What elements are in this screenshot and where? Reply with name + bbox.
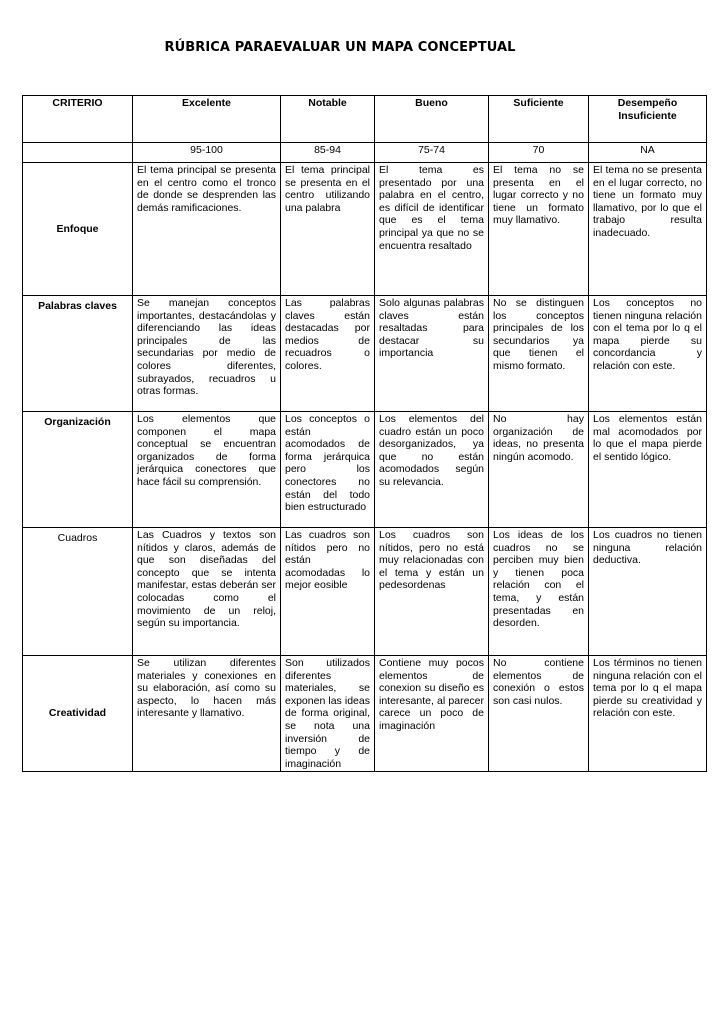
rubric-cell: Las cuadros son nítidos pero no están acomodadas lo mejor eosible xyxy=(281,528,375,656)
criterion-label: Creatividad xyxy=(23,656,133,772)
rubric-cell: Se utilizan diferentes materiales y conexiones en su elaboración, así como su aspecto, lo hacen más interesante y llamativo. xyxy=(133,656,281,772)
rubric-cell: Las Cuadros y textos son nítidos y claros, además de que son diseñadas del concepto que se intenta manifestar, estas deberán ser colocadas como el movimiento de un reloj, según su importancia. xyxy=(133,528,281,656)
rubric-cell: Los cuadros no tienen ninguna relación deductiva. xyxy=(589,528,707,656)
rubric-cell: Los conceptos o están acomodados de forma jerárquica pero los conectores no están del todo bien estructurado xyxy=(281,412,375,528)
score-row xyxy=(23,143,707,163)
rubric-cell: Se manejan conceptos importantes, destacándolas y diferenciando las ideas principales de las secundarias por medio de colores diferentes, subrayados, recuadros u otras formas. xyxy=(133,296,281,412)
table-row xyxy=(23,296,707,412)
header-criterio: CRITERIO xyxy=(23,96,133,143)
rubric-cell: Son utilizados diferentes materiales, se exponen las ideas de forma original, se nota una inversión de tiempo y de imaginación xyxy=(281,656,375,772)
table-row xyxy=(23,528,707,656)
rubric-cell: Los conceptos no tienen ninguna relación con el tema por lo q el mapa pierde su concordancia y relación con este. xyxy=(589,296,707,412)
rubric-cell: El tema no se presenta en el lugar correcto y no tiene un formato muy llamativo. xyxy=(489,163,589,296)
score-bueno: 75-74 xyxy=(375,143,489,163)
rubric-cell: No hay organización de ideas, no presenta ningún acomodo. xyxy=(489,412,589,528)
rubric-cell: El tema es presentado por una palabra en el centro, es difícil de identificar que es el tema principal ya que no se encuentra resaltado xyxy=(375,163,489,296)
rubric-cell: Contiene muy pocos elementos de conexion su diseño es interesante, al parecer carece un poco de imaginación xyxy=(375,656,489,772)
table-row xyxy=(23,656,707,772)
table-row xyxy=(23,163,707,296)
table-row xyxy=(23,412,707,528)
criterion-label: Enfoque xyxy=(23,163,133,296)
criterion-label: Cuadros xyxy=(23,528,133,656)
rubric-table xyxy=(22,95,707,772)
rubric-cell: Los elementos del cuadro están un poco desorganizados, ya que no están acomodados según su relevancia. xyxy=(375,412,489,528)
rubric-cell: Los elementos están mal acomodados por lo que el mapa pierde el sentido lógico. xyxy=(589,412,707,528)
header-level-bueno: Bueno xyxy=(375,96,489,143)
page-title: RÚBRICA PARAEVALUAR UN MAPA CONCEPTUAL xyxy=(164,40,516,55)
criterion-label: Organización xyxy=(23,412,133,528)
header-level-insuficiente: Desempeño Insuficiente xyxy=(589,96,707,143)
score-suficiente: 70 xyxy=(489,143,589,163)
criterion-label: Palabras claves xyxy=(23,296,133,412)
header-level-suficiente: Suficiente xyxy=(489,96,589,143)
score-excelente: 95-100 xyxy=(133,143,281,163)
rubric-cell: El tema principal se presenta en el centro utilizando una palabra xyxy=(281,163,375,296)
rubric-cell: No contiene elementos de conexión o estos son casi nulos. xyxy=(489,656,589,772)
score-insuficiente: NA xyxy=(589,143,707,163)
rubric-cell: Solo algunas palabras claves están resaltadas para destacar su importancia xyxy=(375,296,489,412)
score-empty xyxy=(23,143,133,163)
score-notable: 85-94 xyxy=(281,143,375,163)
rubric-cell: El tema no se presenta en el lugar correcto, no tiene un formato muy llamativo, por lo que el trabajo resulta inadecuado. xyxy=(589,163,707,296)
rubric-cell: El tema principal se presenta en el centro como el tronco de donde se desprenden las demás ramificaciones. xyxy=(133,163,281,296)
header-level-notable: Notable xyxy=(281,96,375,143)
rubric-cell: No se distinguen los conceptos principales de los secundarios ya que tienen el mismo formato. xyxy=(489,296,589,412)
rubric-cell: Los términos no tienen ninguna relación con el tema por lo q el mapa pierde su creatividad y relación con este. xyxy=(589,656,707,772)
rubric-cell: Los ideas de los cuadros no se perciben muy bien y tienen poca relación con el tema, y están presentadas en desorden. xyxy=(489,528,589,656)
rubric-cell: Los elementos que componen el mapa conceptual se encuentran organizados de forma jerárquica conectores que hace fácil su comprensión. xyxy=(133,412,281,528)
header-row xyxy=(23,96,707,143)
rubric-cell: Los cuadros son nítidos, pero no está muy relacionadas con el tema y están un pedesordenas xyxy=(375,528,489,656)
rubric-cell: Las palabras claves están destacadas por medios de recuadros o colores. xyxy=(281,296,375,412)
header-level-excelente: Excelente xyxy=(133,96,281,143)
